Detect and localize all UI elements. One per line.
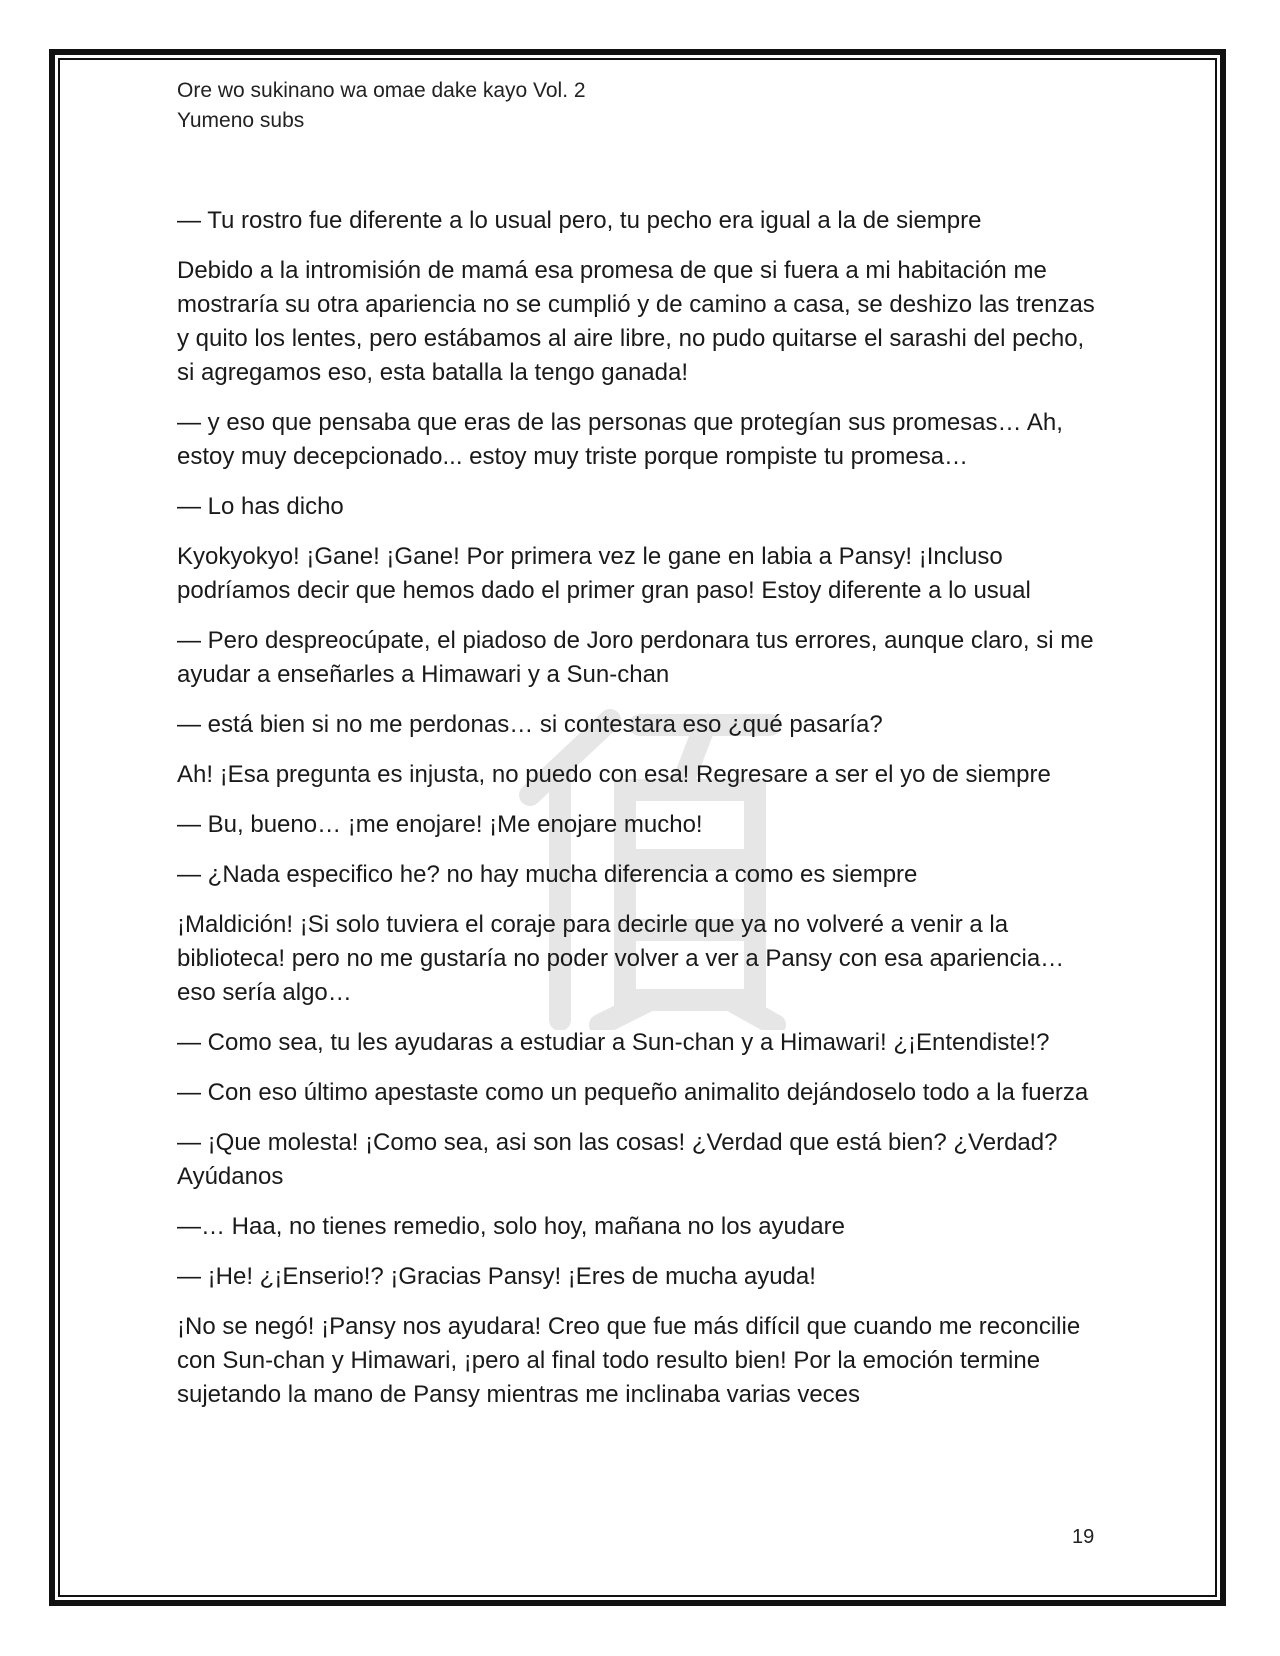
paragraph: Ah! ¡Esa pregunta es injusta, no puedo con esa! Regresare a ser el yo de siempre bbox=[177, 761, 1051, 788]
translator-group: Yumeno subs bbox=[177, 109, 305, 132]
paragraph: — Con eso último apestaste como un pequeño animalito dejándoselo todo a la fuerza bbox=[177, 1079, 1089, 1106]
paragraph: ¡No se negó! ¡Pansy nos ayudara! Creo que fue más difícil que cuando me reconcilie con Sun-chan y Himawari, ¡pero al final todo resulto bien! Por la emoción termine sujetando la mano de Pansy mientras me inclinaba varias veces bbox=[177, 1313, 1081, 1408]
paragraph: — está bien si no me perdonas… si contestara eso ¿qué pasaría? bbox=[177, 711, 883, 738]
paragraph: Debido a la intromisión de mamá esa promesa de que si fuera a mi habitación me mostraría su otra apariencia no se cumplió y de camino a casa, se deshizo las trenzas y quito los lentes, pero estábamos al aire libre, no pudo quitarse el sarashi del pecho, si agregamos eso, esta batalla la tengo ganada! bbox=[177, 257, 1095, 386]
paragraph: — Tu rostro fue diferente a lo usual pero, tu pecho era igual a la de siempre bbox=[177, 207, 982, 234]
paragraph: —… Haa, no tienes remedio, solo hoy, mañana no los ayudare bbox=[177, 1213, 845, 1240]
paragraph: — y eso que pensaba que eras de las personas que protegían sus promesas… Ah, estoy muy decepcionado... estoy muy triste porque rompiste tu promesa… bbox=[177, 409, 1063, 470]
document-body bbox=[177, 204, 1097, 1428]
paragraph: ¡Maldición! ¡Si solo tuviera el coraje para decirle que ya no volveré a venir a la biblioteca! pero no me gustaría no poder volver a ver a Pansy con esa apariencia… eso sería algo… bbox=[177, 911, 1065, 1006]
paragraph: — Pero despreocúpate, el piadoso de Joro perdonara tus errores, aunque claro, si me ayudar a enseñarles a Himawari y a Sun-chan bbox=[177, 627, 1094, 688]
paragraph: Kyokyokyo! ¡Gane! ¡Gane! Por primera vez le gane en labia a Pansy! ¡Incluso podríamos decir que hemos dado el primer gran paso! Estoy diferente a lo usual bbox=[177, 543, 1031, 604]
document-header bbox=[177, 76, 586, 136]
paragraph: — ¡Que molesta! ¡Como sea, asi son las cosas! ¿Verdad que está bien? ¿Verdad? Ayúdanos bbox=[177, 1129, 1058, 1190]
paragraph: — ¿Nada especifico he? no hay mucha diferencia a como es siempre bbox=[177, 861, 918, 888]
page-number: 19 bbox=[1072, 1526, 1095, 1548]
paragraph: — Bu, bueno… ¡me enojare! ¡Me enojare mucho! bbox=[177, 811, 703, 838]
paragraph: — Como sea, tu les ayudaras a estudiar a Sun-chan y a Himawari! ¿¡Entendiste!? bbox=[177, 1029, 1050, 1056]
document-title: Ore wo sukinano wa omae dake kayo Vol. 2 bbox=[177, 79, 586, 102]
paragraph: — Lo has dicho bbox=[177, 493, 344, 520]
paragraph: — ¡He! ¿¡Enserio!? ¡Gracias Pansy! ¡Eres de mucha ayuda! bbox=[177, 1263, 816, 1290]
